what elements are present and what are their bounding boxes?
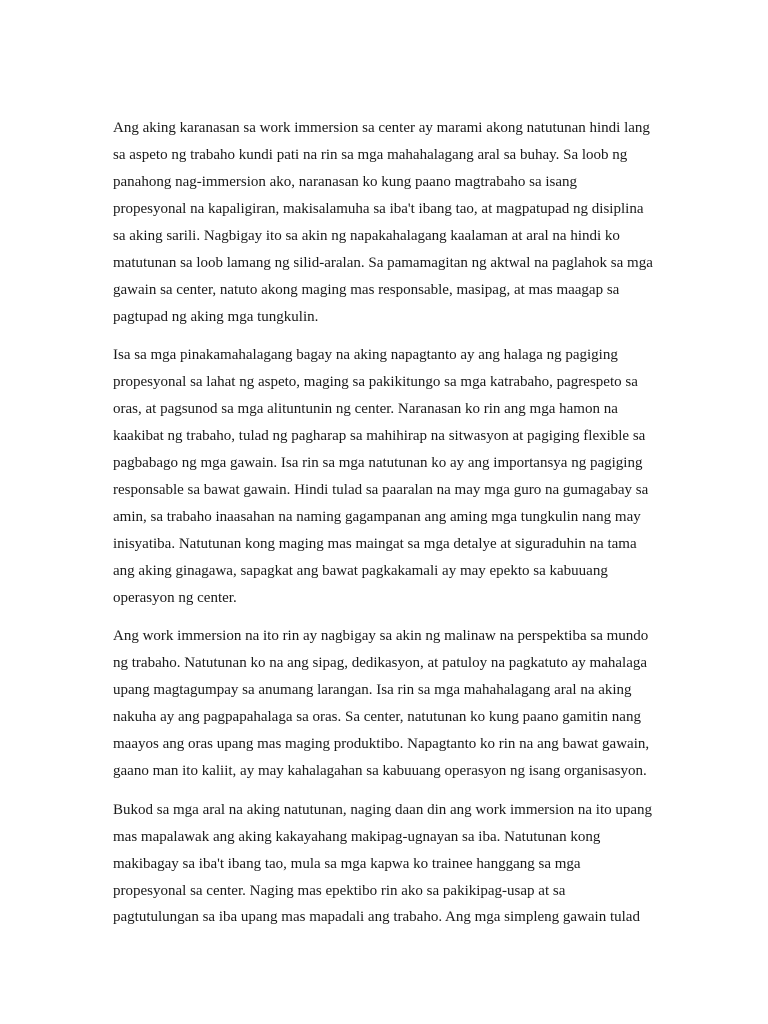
text-line: pagtutulungan sa iba upang mas mapadali ang trabaho. Ang mga simpleng gawain tulad (113, 909, 640, 925)
text-line: ng trabaho. Natutunan ko na ang sipag, dedikasyon, at patuloy na pagkatuto ay mahalaga (113, 655, 648, 671)
text-line: sa aspeto ng trabaho kundi pati na rin sa mga mahahalagang aral sa buhay. Sa loob ng (113, 147, 628, 163)
text-line: amin, sa trabaho inaasahan na naming gagampanan ang aming mga tungkulin nang may (113, 509, 641, 525)
text-line: kaakibat ng trabaho, tulad ng pagharap sa mahihirap na sitwasyon at pagiging flexible sa (113, 428, 646, 444)
text-line: makibagay sa iba't ibang tao, mula sa mga kapwa ko trainee hanggang sa mga (113, 856, 581, 872)
text-line: propesyonal sa lahat ng aspeto, maging sa pakikitungo sa mga katrabaho, pagrespeto sa (113, 374, 638, 390)
text-line: nakuha ay ang pagpapahalaga sa oras. Sa center, natutunan ko kung paano gamitin nang (113, 709, 641, 725)
text-line: upang magtagumpay sa anumang larangan. Isa rin sa mga mahahalagang aral na aking (113, 682, 632, 698)
text-line: Ang work immersion na ito rin ay nagbigay sa akin ng malinaw na perspektiba sa mundo (113, 628, 649, 644)
text-line: Bukod sa mga aral na aking natutunan, naging daan din ang work immersion na ito upang (113, 802, 653, 818)
text-line: Ang aking karanasan sa work immersion sa center ay marami akong natutunan hindi lang (113, 120, 650, 136)
text-line: gawain sa center, natuto akong maging mas responsable, masipag, at mas maagap sa (113, 282, 620, 298)
text-line: propesyonal na kapaligiran, makisalamuha sa iba't ibang tao, at magpatupad ng disiplina (113, 201, 644, 217)
text-line: operasyon ng center. (113, 590, 237, 606)
text-line: propesyonal sa center. Naging mas epektibo rin ako sa pakikipag-usap at sa (113, 883, 566, 899)
text-line: gaano man ito kaliit, ay may kahalagahan sa kabuuang operasyon ng isang organisasyon. (113, 763, 647, 779)
text-line: responsable sa bawat gawain. Hindi tulad sa paaralan na may mga guro na gumagabay sa (113, 482, 649, 498)
text-line: oras, at pagsunod sa mga alituntunin ng center. Naranasan ko rin ang mga hamon na (113, 401, 618, 417)
text-line: mas mapalawak ang aking kakayahang makipag-ugnayan sa iba. Natutunan kong (113, 829, 601, 845)
text-line: maayos ang oras upang mas maging produktibo. Napagtanto ko rin na ang bawat gawain, (113, 736, 650, 752)
text-line: pagtupad ng aking mga tungkulin. (113, 309, 319, 325)
text-line: panahong nag-immersion ako, naranasan ko kung paano magtrabaho sa isang (113, 174, 578, 190)
text-line: sa aking sarili. Nagbigay ito sa akin ng napakahalagang kaalaman at aral na hindi ko (113, 228, 620, 244)
text-line: Isa sa mga pinakamahalagang bagay na aking napagtanto ay ang halaga ng pagiging (113, 347, 618, 363)
text-line: matutunan sa loob lamang ng silid-aralan. Sa pamamagitan ng aktwal na paglahok sa mga (113, 255, 653, 271)
text-line: inisyatiba. Natutunan kong maging mas maingat sa mga detalye at siguraduhin na tama (113, 536, 637, 552)
text-line: pagbabago ng mga gawain. Isa rin sa mga natutunan ko ay ang importansya ng pagiging (113, 455, 643, 471)
text-line: ang aking ginagawa, sapagkat ang bawat pagkakamali ay may epekto sa kabuuang (113, 563, 608, 579)
